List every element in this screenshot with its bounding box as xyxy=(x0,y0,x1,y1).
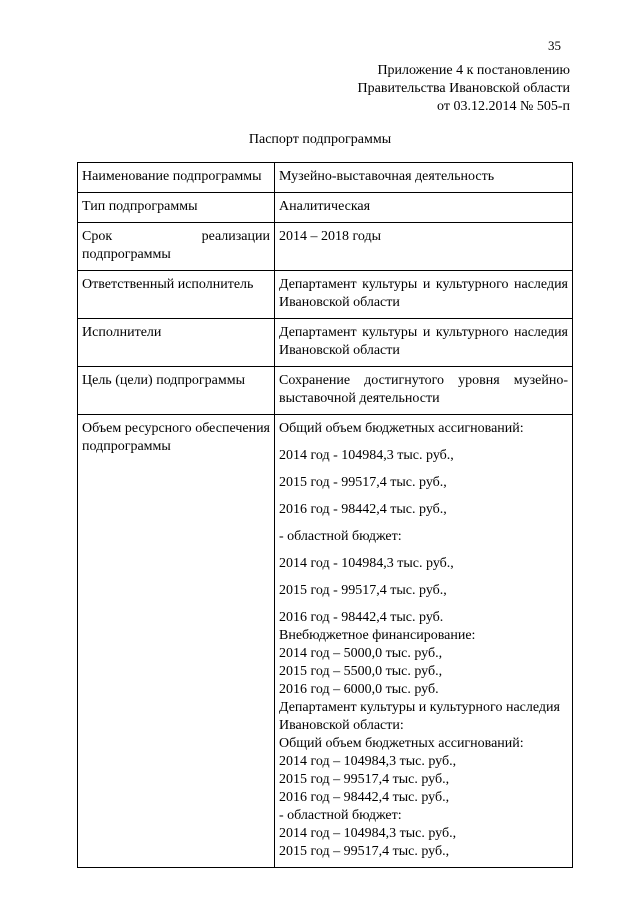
row-value: Департамент культуры и культурного наследия Ивановской области xyxy=(275,271,573,319)
funding-line: 2016 год – 98442,4 тыс. руб., xyxy=(279,790,450,805)
funding-line: 2014 год – 5000,0 тыс. руб., xyxy=(279,646,443,661)
row-label: Тип подпрограммы xyxy=(78,193,275,223)
table-row-type xyxy=(78,193,573,223)
funding-line: 2014 год - 104984,3 тыс. руб., xyxy=(279,448,454,463)
appendix-line-2: Правительства Ивановской области xyxy=(357,81,570,96)
row-value: 2014 – 2018 годы xyxy=(275,223,573,271)
row-label: Ответственный исполнитель xyxy=(78,271,275,319)
funding-cell xyxy=(275,415,573,868)
row-label: Цель (цели) подпрограммы xyxy=(78,367,275,415)
funding-line: 2014 год - 104984,3 тыс. руб., xyxy=(279,556,454,571)
funding-line: 2014 год – 104984,3 тыс. руб., xyxy=(279,754,457,769)
funding-line: 2015 год – 99517,4 тыс. руб., xyxy=(279,772,450,787)
appendix-header xyxy=(358,62,570,116)
funding-line: 2015 год – 5500,0 тыс. руб., xyxy=(279,664,443,679)
table-row-goal xyxy=(78,367,573,415)
table-row-responsible xyxy=(78,271,573,319)
page-number: 35 xyxy=(548,38,561,53)
row-value: Аналитическая xyxy=(275,193,573,223)
table-row-name xyxy=(78,163,573,193)
row-value: Департамент культуры и культурного наследия Ивановской области xyxy=(275,319,573,367)
row-label: Объем ресурсного обеспечения подпрограммы xyxy=(78,415,275,868)
appendix-line-1: Приложение 4 к постановлению xyxy=(377,63,570,78)
row-label: Срок реализации подпрограммы xyxy=(78,223,275,271)
funding-line: 2015 год - 99517,4 тыс. руб., xyxy=(279,583,447,598)
funding-line: 2016 год – 6000,0 тыс. руб. xyxy=(279,682,439,697)
funding-line: Общий объем бюджетных ассигнований: xyxy=(279,736,524,751)
funding-line: - областной бюджет: xyxy=(279,529,402,544)
funding-line: 2015 год - 99517,4 тыс. руб., xyxy=(279,475,447,490)
funding-department: Департамент культуры и культурного наследия Ивановской области: xyxy=(279,700,560,733)
table-row-term xyxy=(78,223,573,271)
table-row-executors xyxy=(78,319,573,367)
row-value: Музейно-выставочная деятельность xyxy=(275,163,573,193)
funding-line: 2016 год - 98442,4 тыс. руб., xyxy=(279,502,447,517)
funding-line: 2015 год – 99517,4 тыс. руб., xyxy=(279,844,450,859)
row-value: Сохранение достигнутого уровня музейно-выставочной деятельности xyxy=(275,367,573,415)
funding-line: Общий объем бюджетных ассигнований: xyxy=(279,421,524,436)
row-label: Наименование подпрограммы xyxy=(78,163,275,193)
funding-line: Внебюджетное финансирование: xyxy=(279,628,476,643)
funding-line: 2014 год – 104984,3 тыс. руб., xyxy=(279,826,457,841)
document-title: Паспорт подпрограммы xyxy=(248,132,392,147)
table-row-funding xyxy=(78,415,573,868)
funding-line: 2016 год - 98442,4 тыс. руб. xyxy=(279,610,444,625)
funding-line: - областной бюджет: xyxy=(279,808,402,823)
appendix-line-3: от 03.12.2014 № 505-п xyxy=(437,99,570,114)
passport-table xyxy=(77,162,573,868)
row-label: Исполнители xyxy=(78,319,275,367)
